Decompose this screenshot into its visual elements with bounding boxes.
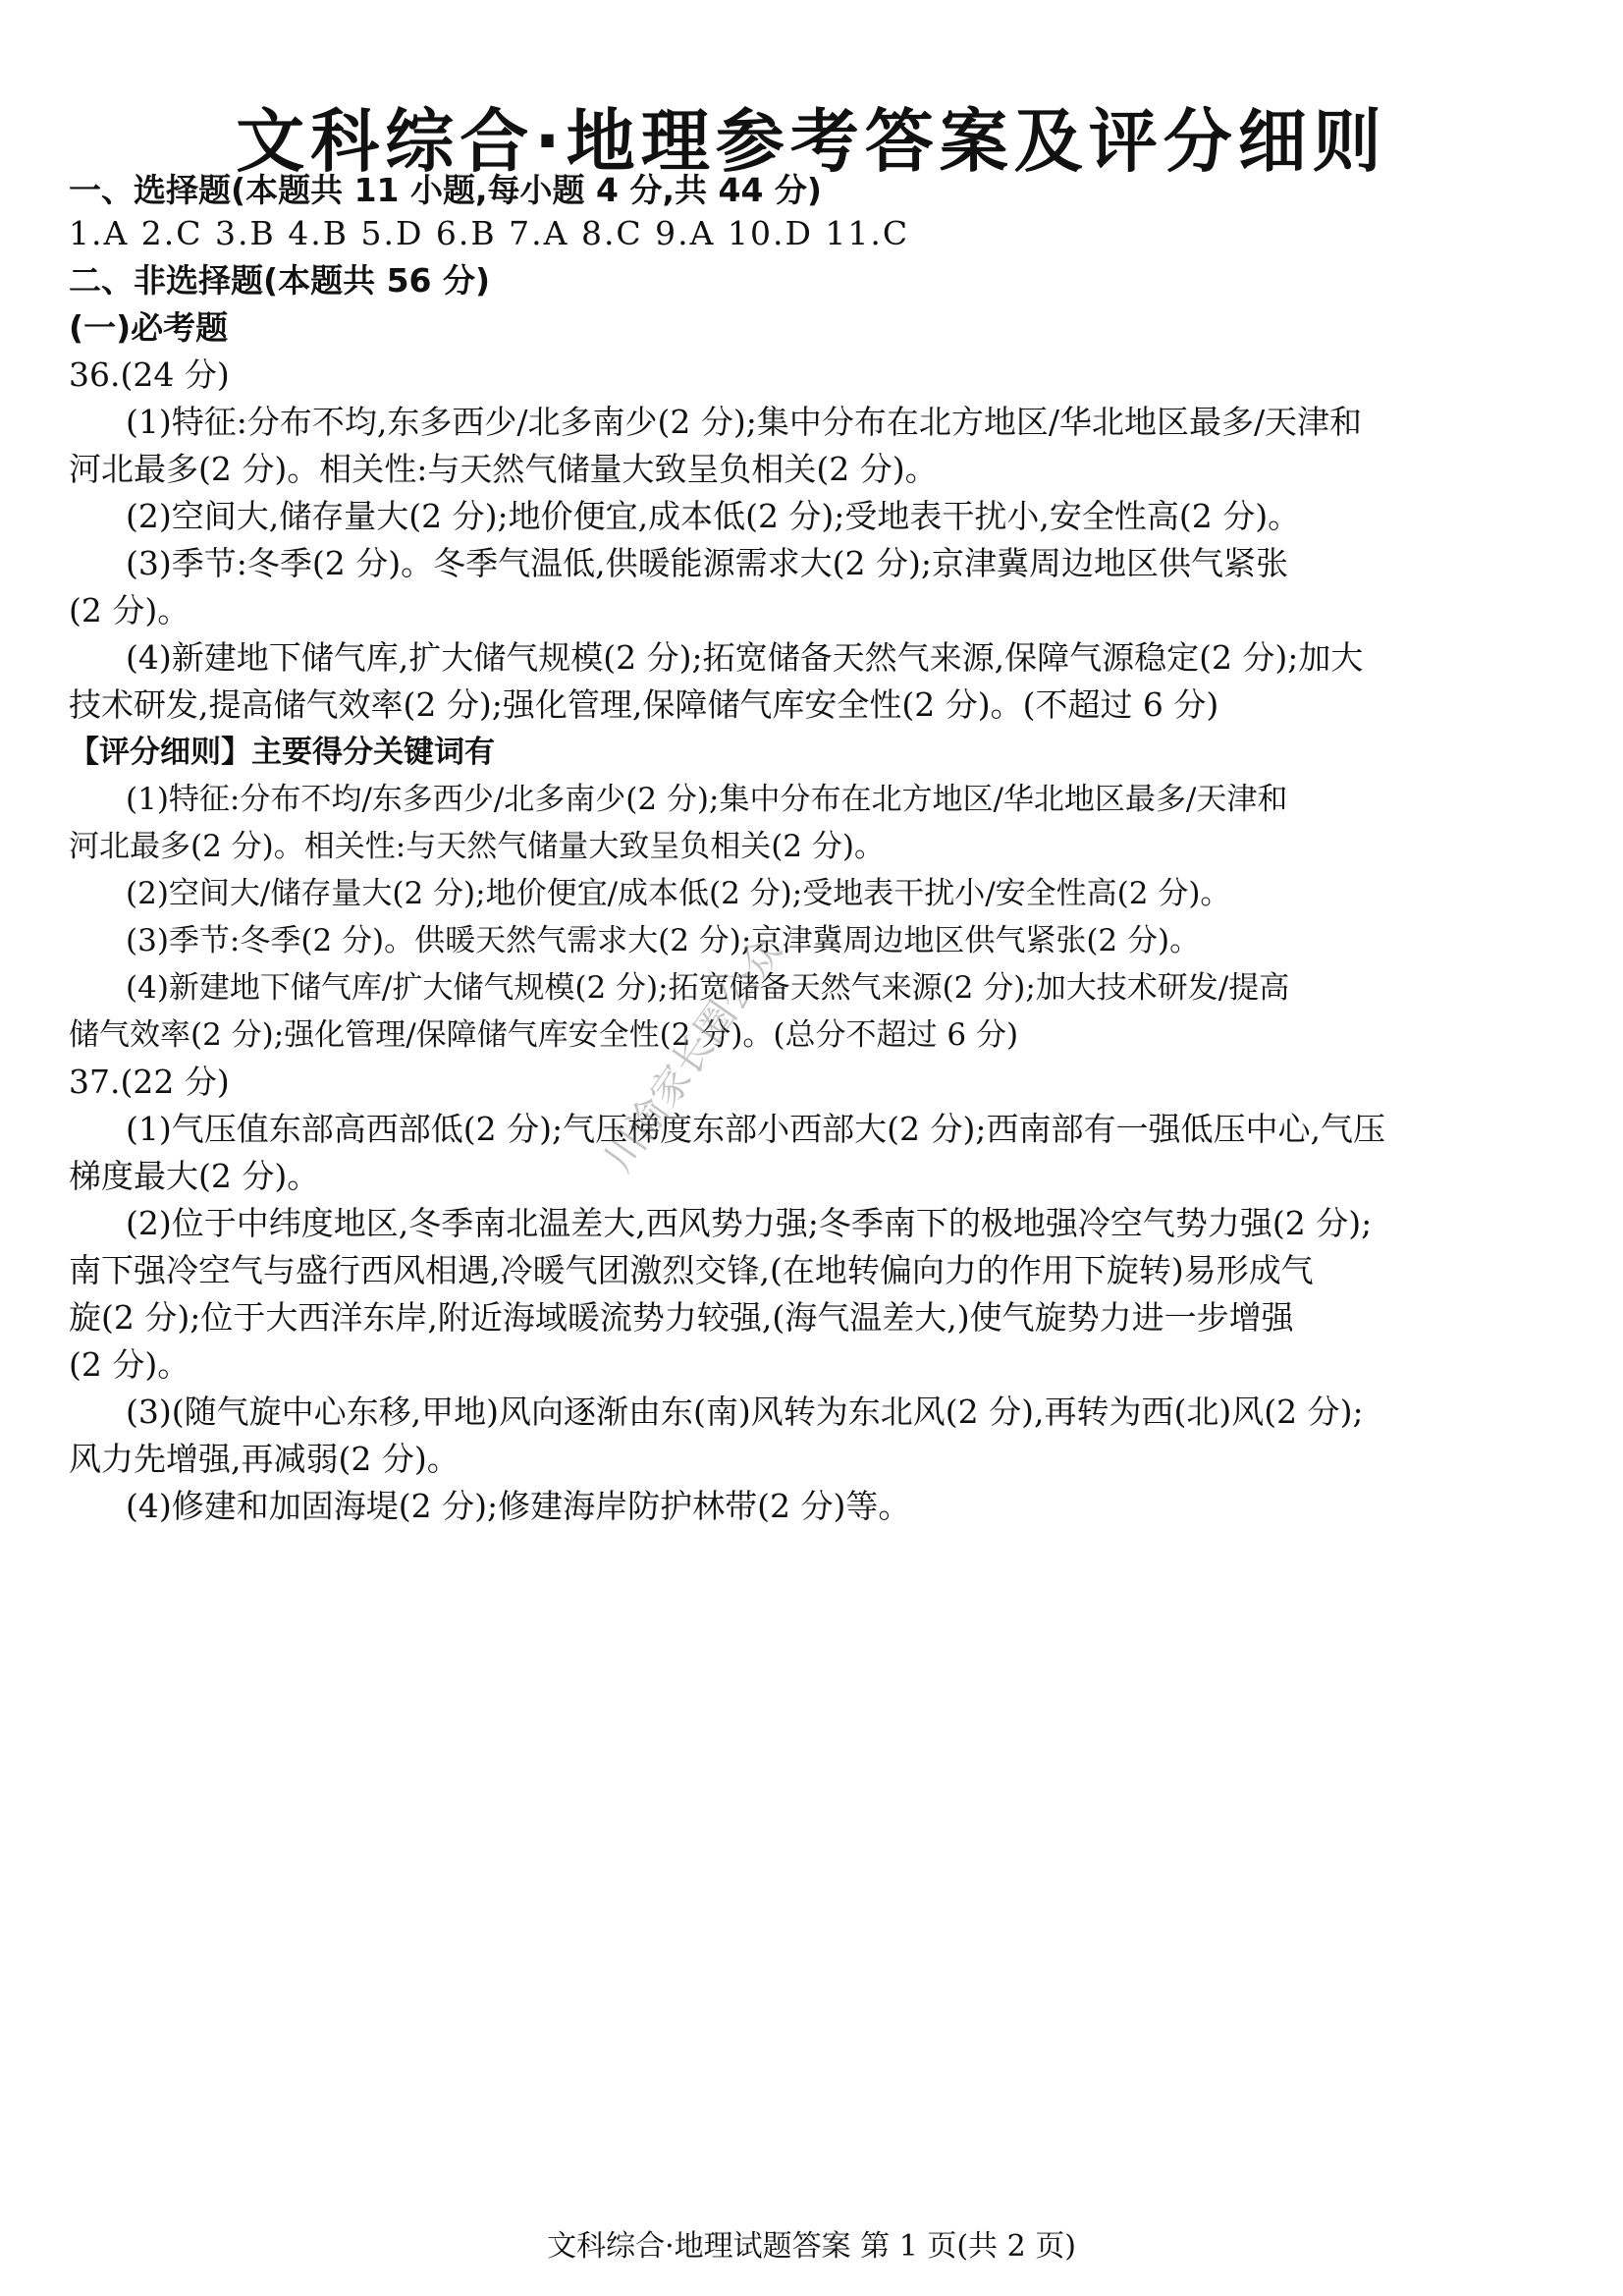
q37-line: 梯度最大(2 分)。 (69, 1157, 320, 1195)
q37-line: 风力先增强,再减弱(2 分)。 (69, 1440, 460, 1478)
q37-line: (2 分)。 (69, 1345, 190, 1384)
q37-line: (2)位于中纬度地区,冬季南北温差大,西风势力强;冬季南下的极地强冷空气势力强(2 分); (126, 1204, 1373, 1242)
required-subheader: (一)必考题 (69, 308, 229, 347)
q36-line: (2 分)。 (69, 591, 190, 629)
scoring-rule-line: 储气效率(2 分);强化管理/保障储气库安全性(2 分)。(总分不超过 6 分) (69, 1017, 1019, 1053)
q36-line: (3)季节:冬季(2 分)。冬季气温低,供暖能源需求大(2 分);京津冀周边地区供气紧张 (126, 544, 1288, 582)
q36-line: 技术研发,提高储气效率(2 分);强化管理,保障储气库安全性(2 分)。(不超过 6 分) (69, 685, 1219, 724)
q36-line: (2)空间大,储存量大(2 分);地价便宜,成本低(2 分);受地表干扰小,安全性高(2 分)。 (126, 497, 1301, 535)
q37-heading: 37.(22 分) (69, 1063, 230, 1101)
scoring-rule-line: (2)空间大/储存量大(2 分);地价便宜/成本低(2 分);受地表干扰小/安全性高(2 分)。 (126, 876, 1231, 911)
section-2-header: 二、非选择题(本题共 56 分) (69, 261, 491, 300)
page-title: 文科综合·地理参考答案及评分细则 (236, 101, 1387, 182)
scoring-rule-line: (4)新建地下储气库/扩大储气规模(2 分);拓宽储备天然气来源(2 分);加大技术研发/提高 (126, 970, 1290, 1006)
q37-line: (1)气压值东部高西部低(2 分);气压梯度东部小西部大(2 分);西南部有一强低压中心,气压 (126, 1110, 1385, 1148)
page-footer: 文科综合·地理试题答案 第 1 页(共 2 页) (547, 2229, 1076, 2264)
q36-heading: 36.(24 分) (69, 355, 230, 394)
q37-line: 南下强冷空气与盛行西风相遇,冷暖气团激烈交锋,(在地转偏向力的作用下旋转)易形成气 (69, 1251, 1314, 1289)
scoring-rule-line: (1)特征:分布不均/东多西少/北多南少(2 分);集中分布在北方地区/华北地区最多/天津和 (126, 782, 1288, 817)
q37-line: (3)(随气旋中心东移,甲地)风向逐渐由东(南)风转为东北风(2 分),再转为西(北)风(2 分); (126, 1393, 1364, 1431)
watermark: 川渝家长圈公众 (596, 928, 791, 1180)
section-1-header: 一、选择题(本题共 11 小题,每小题 4 分,共 44 分) (69, 171, 822, 209)
scoring-rule-heading: 【评分细则】主要得分关键词有 (69, 735, 495, 770)
q36-line: (1)特征:分布不均,东多西少/北多南少(2 分);集中分布在北方地区/华北地区最多/天津和 (126, 403, 1363, 441)
choice-answers: 1.A 2.C 3.B 4.B 5.D 6.B 7.A 8.C 9.A 10.D 11.C (69, 214, 910, 252)
q37-line: (4)修建和加固海堤(2 分);修建海岸防护林带(2 分)等。 (126, 1487, 911, 1525)
scoring-rule-line: (3)季节:冬季(2 分)。供暖天然气需求大(2 分);京津冀周边地区供气紧张(2 分)。 (126, 923, 1201, 958)
q36-line: (4)新建地下储气库,扩大储气规模(2 分);拓宽储备天然气来源,保障气源稳定(2 分);加大 (126, 638, 1364, 677)
scoring-rule-line: 河北最多(2 分)。相关性:与天然气储量大致呈负相关(2 分)。 (69, 829, 885, 864)
q37-line: 旋(2 分);位于大西洋东岸,附近海域暖流势力较强,(海气温差大,)使气旋势力进一步增强 (69, 1298, 1294, 1337)
q36-line: 河北最多(2 分)。相关性:与天然气储量大致呈负相关(2 分)。 (69, 450, 938, 488)
